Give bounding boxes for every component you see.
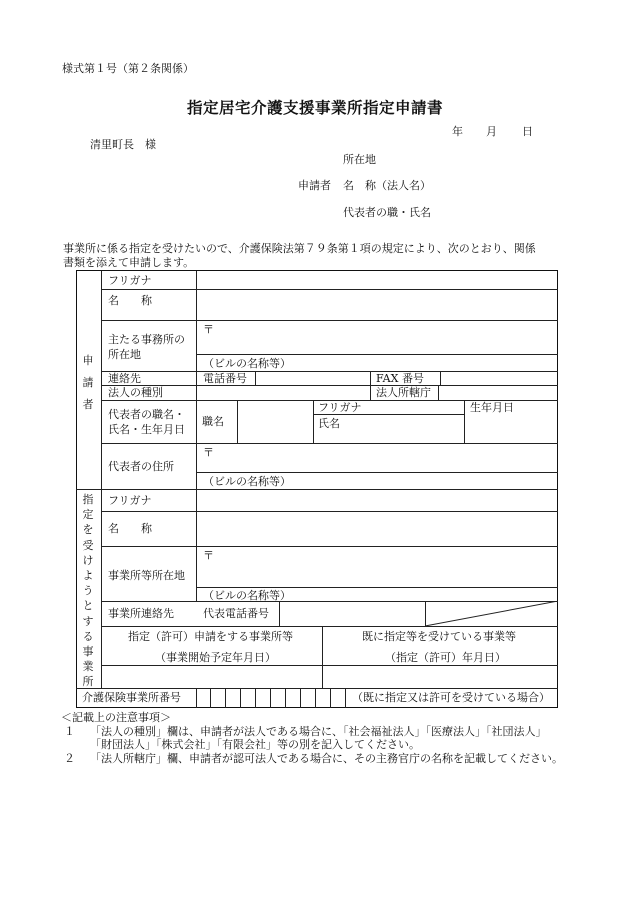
row-line [101,385,558,386]
cell-divider [279,601,280,626]
full-name-label: 氏名 [318,417,340,430]
postal-mark: 〒 [203,323,214,336]
business-furigana-label: フリガナ [108,494,152,507]
date-year-label: 年 [452,125,463,138]
cell-divider [440,371,441,385]
cell-divider [438,385,439,400]
contact-label: 連絡先 [108,372,141,385]
digit-box [210,688,211,708]
existing-business-label-2: （指定（許可）年月日） [385,651,506,664]
office-contact-label: 事業所連絡先 [108,607,174,620]
name-label: 名 称 [108,294,152,307]
cell-divider [464,400,465,443]
fax-label: FAX 番号 [376,372,424,385]
row-line [196,354,558,355]
representative-label: 代表者の職・氏名 [343,206,431,219]
row-line [196,587,558,588]
note-1-number: １ [64,725,75,738]
row-line [101,371,558,372]
date-month-label: 月 [486,125,497,138]
cell-divider [255,371,256,385]
note-2-line-1: 「法人所轄庁」欄、申請者が認可法人である場合に、その主務官庁の名称を記載してください。 [90,752,563,765]
main-office-label-1: 主たる事務所の [108,333,185,346]
note-1-line-1: 「法人の種別」欄は、申請者が法人である場合に、「社会福祉法人」「医療法人」「社団法人」 [90,725,547,738]
main-office-label-2: 所在地 [108,348,141,361]
rep-postal-mark: 〒 [203,446,214,459]
digit-box [255,688,256,708]
furigana-label: フリガナ [108,274,152,287]
digit-box [300,688,301,708]
intro-line-2: 書類を添えて申請します。 [63,256,195,269]
cell-divider [237,400,238,443]
section-line [76,489,558,490]
existing-business-label-1: 既に指定等を受けている事業等 [362,630,516,643]
diagonal-strike [425,601,558,626]
building-name-label: （ビルの名称等） [203,357,291,370]
rep-furigana-label: フリガナ [318,401,362,414]
rep-address-label: 代表者の住所 [108,460,174,473]
row-line [101,443,558,444]
row-line [101,546,558,547]
row-line [101,320,558,321]
row-line [101,289,558,290]
office-postal-mark: 〒 [203,549,214,562]
rep-building-name-label: （ビルの名称等） [203,475,291,488]
form-number: 様式第１号（第２条関係） [62,62,194,75]
rep-phone-label: 代表電話番号 [203,607,269,620]
office-location-label: 事業所等所在地 [108,569,185,582]
addressee: 清里町長 様 [90,138,156,151]
rep-title-label-1: 代表者の職名・ [108,408,185,421]
apply-business-label-2: （事業開始予定年月日） [155,651,276,664]
birth-date-label: 生年月日 [470,401,514,414]
corp-authority-label: 法人所轄庁 [376,386,431,399]
cell-divider [196,688,197,708]
digit-box [345,688,346,708]
designation-section-label: 指定を受けようとする事業所 [82,493,94,689]
insurance-number-label: 介護保険事業所番号 [82,691,181,704]
company-name-label: 名 称（法人名） [343,179,431,192]
notes-heading: ＜記載上の注意事項＞ [61,711,171,724]
office-building-name-label: （ビルの名称等） [203,589,291,602]
cell-divider [370,371,371,400]
document-title: 指定居宅介護支援事業所指定申請書 [186,98,443,117]
row-line [101,665,558,666]
insurance-note: （既に指定又は許可を受けている場合） [352,691,550,704]
job-title-label: 職名 [202,415,224,428]
row-line [101,626,558,627]
corp-type-label: 法人の種別 [108,386,163,399]
cell-divider [313,400,314,443]
date-day-label: 日 [522,125,533,138]
location-label: 所在地 [343,153,376,166]
digit-box [270,688,271,708]
digit-box [240,688,241,708]
intro-line-1: 事業所に係る指定を受けたいので、介護保険法第７９条第１項の規定により、次のとおり、関係 [63,242,536,255]
note-1-line-2: 「財団法人」「株式会社」「有限会社」等の別を記入してください。 [90,738,420,751]
row-line [101,511,558,512]
digit-box [330,688,331,708]
digit-box [285,688,286,708]
applicant-section-label: 申請者 [82,354,94,411]
digit-box [225,688,226,708]
rep-title-label-2: 氏名・生年月日 [108,423,185,436]
business-name-label: 名 称 [108,522,152,535]
row-line [196,472,558,473]
note-2-number: ２ [64,752,75,765]
phone-label: 電話番号 [203,372,247,385]
row-line [76,688,558,689]
cell-divider [322,626,323,688]
apply-business-label-1: 指定（許可）申請をする事業所等 [128,630,293,643]
digit-box [315,688,316,708]
applicant-label: 申請者 [298,179,331,192]
